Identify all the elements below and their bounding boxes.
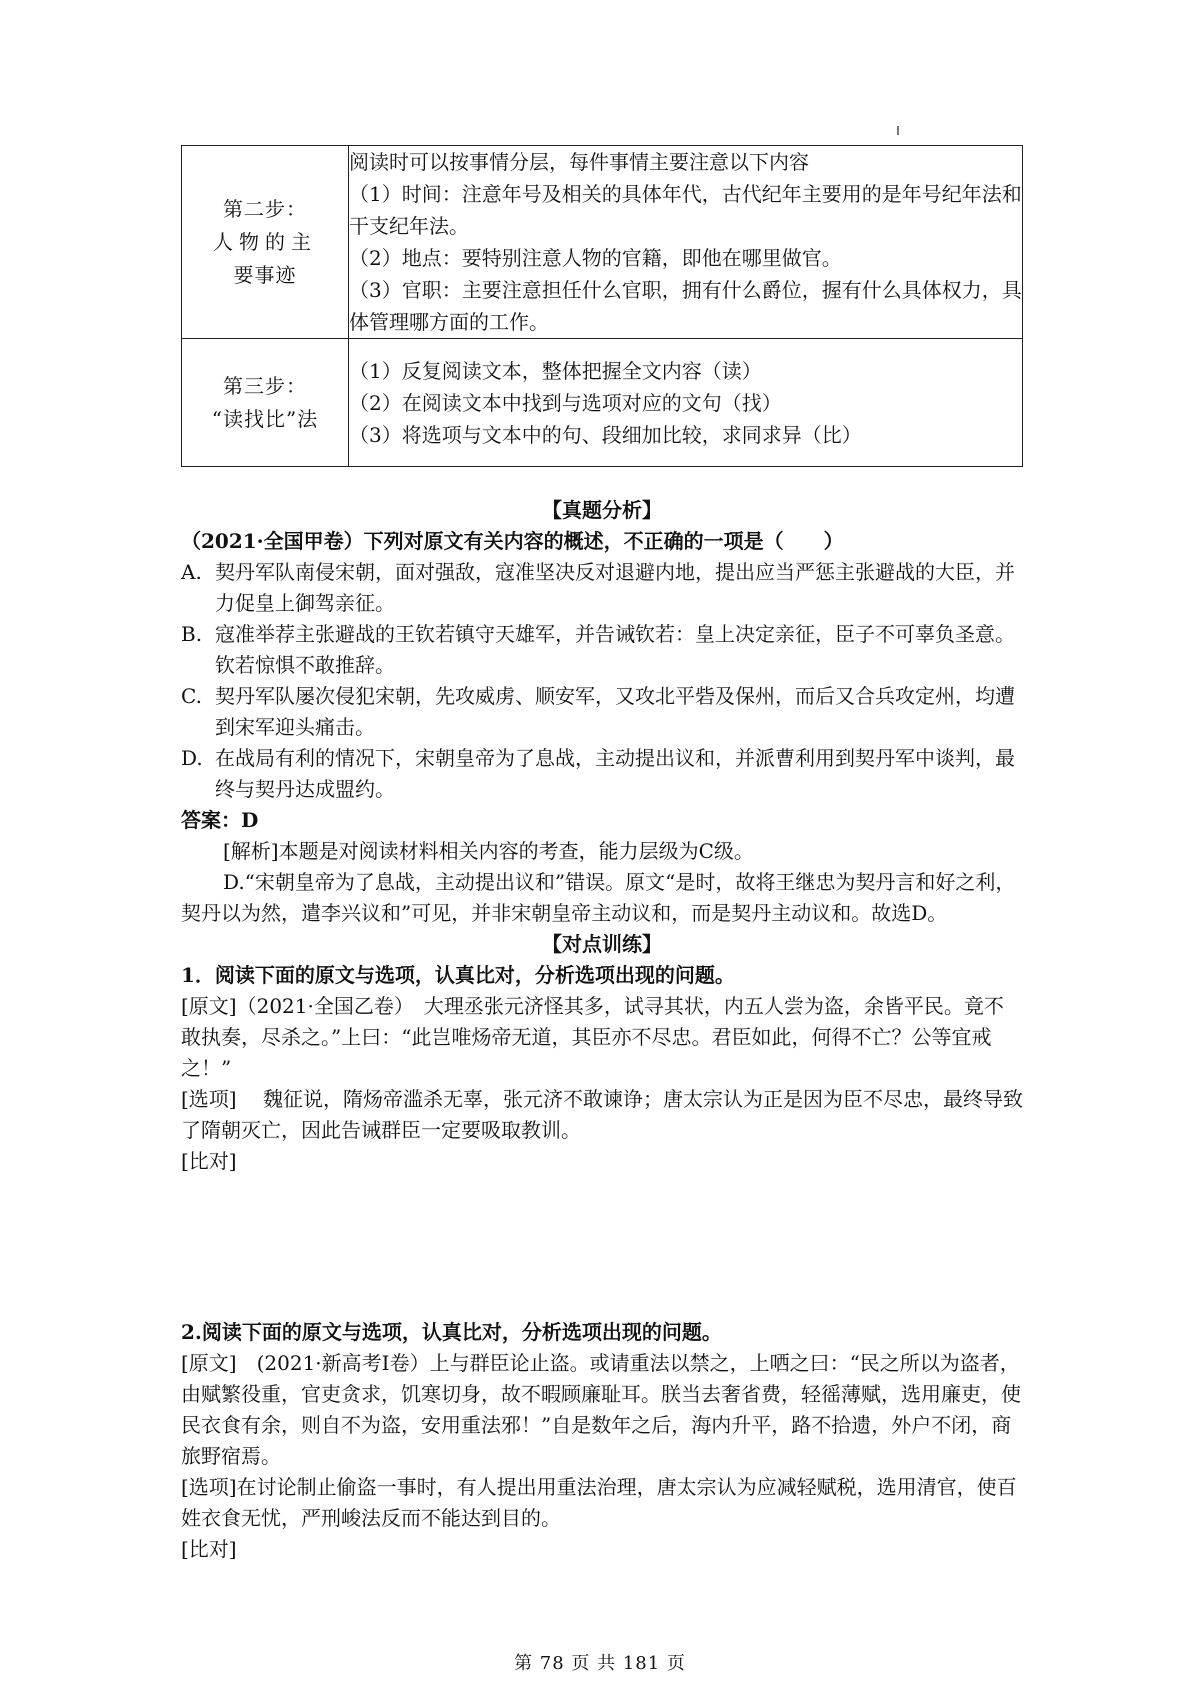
step-text: （2）在阅读文本中找到与选项对应的文句（找）	[349, 390, 782, 415]
analysis-text: [解析]本题是对阅读材料相关内容的考查，能力层级为C级。	[223, 839, 754, 863]
option-statement: [选项]在讨论制止偷盗一事时，有人提出用重法治理，唐太宗认为应减轻赋税，选用清官，使百姓衣食无忧，严刑峻法反而不能达到目的。	[181, 1475, 1017, 1530]
question-stem: （2021·全国甲卷）下列对原文有关内容的概述，不正确的一项是（ ）	[181, 529, 844, 553]
step-label-line: “读找比”法	[211, 406, 319, 431]
option-item	[181, 681, 1023, 743]
exercise-heading: 2.阅读下面的原文与选项，认真比对，分析选项出现的问题。	[181, 1320, 722, 1344]
answer-space	[181, 1177, 1023, 1317]
option-label: D.	[181, 746, 203, 770]
step-text: （2）地点：要特别注意人物的官籍，即他在哪里做官。	[349, 246, 842, 270]
step-label-line: 要事迹	[233, 262, 297, 287]
analysis-text: D.“宋朝皇帝为了息战，主动提出议和”错误。原文“是时，故将王继忠为契丹言和好之利，契丹以为然，遣李兴议和”可见，并非宋朝皇帝主动议和，而是契丹主动议和。故选D。	[181, 870, 1016, 925]
step-content	[349, 146, 1023, 339]
step-label	[182, 339, 349, 467]
option-statement: [选项] 魏征说，隋炀帝滥杀无辜，张元济不敢谏诤；唐太宗认为正是因为臣不尽忠，最终导致了隋朝灭亡，因此告诫群臣一定要吸取教训。	[181, 1087, 1023, 1142]
option-item	[181, 743, 1023, 805]
table-row	[182, 146, 1023, 339]
step-label	[182, 146, 349, 339]
compare-label: [比对]	[181, 1149, 237, 1173]
step-text: 阅读时可以按事情分层，每件事情主要注意以下内容	[349, 150, 809, 174]
main-content	[181, 495, 1023, 1565]
option-label: C.	[181, 684, 202, 708]
step-text: （1）反复阅读文本，整体把握全文内容（读）	[349, 358, 762, 383]
section-title: 【对点训练】	[542, 932, 662, 956]
exercise-heading: 1．阅读下面的原文与选项，认真比对，分析选项出现的问题。	[181, 963, 735, 987]
step-text: （3）将选项与文本中的句、段细加比较，求同求异（比）	[349, 422, 862, 447]
steps-table	[181, 145, 1023, 467]
option-text: 契丹军队屡次侵犯宋朝，先攻威虏、顺安军，又攻北平砦及保州，而后又合兵攻定州，均遭到宋军迎头痛击。	[215, 684, 1015, 739]
option-item	[181, 619, 1023, 681]
original-text: [原文]（2021·全国乙卷） 大理丞张元济怪其多，试寻其状，内五人尝为盗，余皆平民。竟不敢执奏，尽杀之。”上曰：“此岂唯炀帝无道，其臣亦不尽忠。君臣如此，何得不亡？公等宜戒之！”	[181, 994, 1004, 1080]
step-content	[349, 339, 1023, 467]
step-label-line: 第三步：	[223, 373, 307, 398]
step-text: （1）时间：注意年号及相关的具体年代，古代纪年主要用的是年号纪年法和干支纪年法。	[349, 182, 1022, 238]
step-label-line: 第二步：	[223, 196, 307, 221]
option-item	[181, 557, 1023, 619]
table-row	[182, 339, 1023, 467]
step-text: （3）官职：主要注意担任什么官职，拥有什么爵位，握有什么具体权力，具体管理哪方面的工作。	[349, 278, 1022, 334]
option-label: B.	[181, 622, 203, 646]
compare-label: [比对]	[181, 1537, 237, 1561]
answer: 答案：D	[181, 808, 259, 832]
option-text: 在战局有利的情况下，宋朝皇帝为了息战，主动提出议和，并派曹利用到契丹军中谈判，最终与契丹达成盟约。	[215, 746, 1015, 801]
option-label: A.	[181, 560, 202, 584]
step-label-line: 人物的主	[213, 229, 317, 254]
corner-mark	[897, 126, 899, 135]
option-text: 契丹军队南侵宋朝，面对强敌，寇准坚决反对退避内地，提出应当严惩主张避战的大臣，并力促皇上御驾亲征。	[215, 560, 1015, 615]
section-title: 【真题分析】	[542, 498, 662, 522]
page-footer: 第 78 页 共 181 页	[514, 1653, 686, 1674]
option-text: 寇准举荐主张避战的王钦若镇守天雄军，并告诫钦若：皇上决定亲征，臣子不可辜负圣意。钦若惊惧不敢推辞。	[215, 622, 1015, 677]
original-text: [原文] (2021·新高考Ⅰ卷）上与群臣论止盗。或请重法以禁之，上哂之曰：“民之所以为盗者，由赋繁役重，官吏贪求，饥寒切身，故不暇顾廉耻耳。朕当去奢省费，轻徭薄赋，选用廉吏，使民衣食有余，则自不为盗，安用重法邪！”自是数年之后，海内升平，路不拾遗，外户不闭，商旅野宿焉。	[181, 1351, 1021, 1468]
